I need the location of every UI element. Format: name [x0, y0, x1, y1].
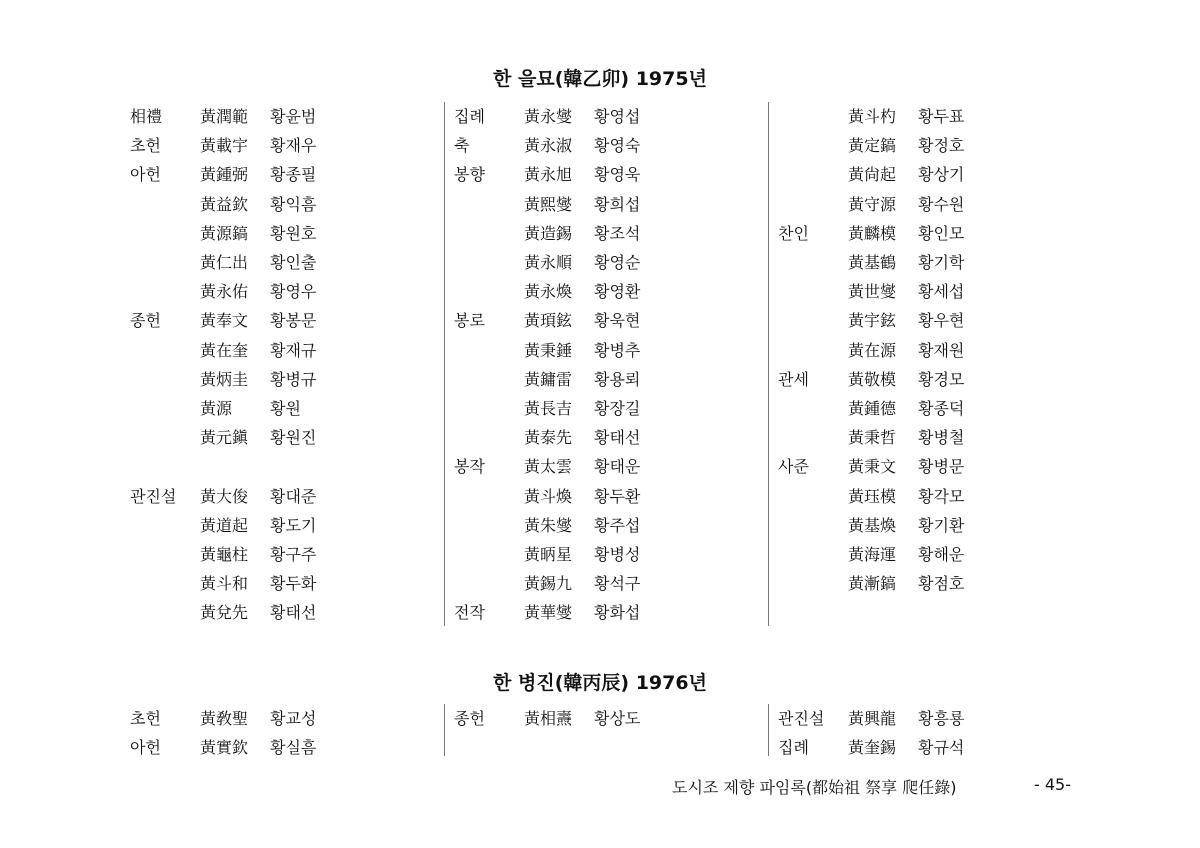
name-korean: 황경모 [918, 369, 965, 389]
name-hanja: 黃海運 [848, 545, 897, 564]
name-korean: 황세섭 [918, 282, 965, 302]
roster-row [454, 219, 754, 248]
roster-row [130, 423, 430, 452]
name-hanja: 黃斗和 [200, 574, 249, 594]
roster-row [130, 219, 430, 248]
name-korean: 황두화 [270, 574, 317, 594]
roster-row [454, 394, 754, 423]
name-korean: 황인모 [918, 223, 965, 243]
name-korean: 황욱현 [594, 311, 641, 331]
roster-row [778, 423, 1078, 452]
role-label: 봉로 [454, 311, 485, 331]
name-korean: 황정호 [918, 136, 965, 156]
name-hanja: 黃益欽 [200, 194, 249, 214]
roster-row [454, 540, 754, 569]
roster-row [130, 540, 430, 569]
name-korean: 황영환 [594, 282, 641, 302]
name-hanja: 黃尙起 [848, 165, 897, 185]
roster-row [778, 190, 1078, 219]
name-korean: 황두표 [918, 107, 965, 126]
name-korean: 황조석 [594, 223, 641, 243]
name-hanja: 黃基鶴 [848, 253, 897, 272]
name-hanja: 黃奎錫 [848, 738, 897, 758]
roster-row [778, 365, 1078, 394]
role-label: 봉향 [454, 165, 485, 185]
name-korean: 황봉문 [270, 311, 317, 331]
name-korean: 황병추 [594, 340, 641, 360]
name-korean: 황영섭 [594, 107, 641, 126]
name-hanja: 黃龜柱 [200, 545, 249, 564]
roster-row [778, 733, 1078, 762]
roster-row [454, 277, 754, 306]
roster-row [778, 102, 1078, 131]
name-hanja: 黃太雲 [524, 457, 573, 477]
name-hanja: 黃華燮 [524, 603, 573, 623]
name-hanja: 黃源 [200, 399, 233, 418]
roster-row [130, 102, 430, 131]
name-hanja: 黃實欽 [200, 738, 249, 758]
roster-row [778, 511, 1078, 540]
role-label: 종헌 [454, 709, 485, 728]
roster-row [778, 704, 1078, 733]
roster-row [130, 511, 430, 540]
name-korean: 황병규 [270, 369, 317, 389]
name-hanja: 黃基煥 [848, 515, 897, 535]
roster-row [130, 160, 430, 189]
name-hanja: 黃潤範 [200, 107, 249, 126]
role-label: 봉작 [454, 457, 485, 477]
column-divider [768, 704, 769, 756]
name-korean: 황병문 [918, 457, 965, 477]
name-hanja: 黃熙燮 [524, 194, 573, 214]
roster-row [778, 219, 1078, 248]
name-hanja: 黃永煥 [524, 282, 573, 302]
roster-row [130, 336, 430, 365]
role-label: 사준 [778, 457, 809, 477]
roster-row [778, 277, 1078, 306]
role-label: 축 [454, 136, 470, 156]
name-korean: 황태선 [594, 428, 641, 448]
name-korean: 황흥룡 [918, 709, 965, 728]
name-korean: 황해운 [918, 545, 965, 564]
roster-row [454, 482, 754, 511]
name-hanja: 黃敎聖 [200, 709, 249, 728]
name-korean: 황기학 [918, 253, 965, 272]
name-hanja: 黃興龍 [848, 709, 897, 728]
roster-row [454, 160, 754, 189]
roster-row [454, 306, 754, 335]
name-hanja: 黃仁出 [200, 253, 249, 272]
roster-row [454, 365, 754, 394]
roster-row [454, 569, 754, 598]
name-korean: 황두환 [594, 486, 641, 506]
name-hanja: 黃昞星 [524, 545, 573, 564]
roster-row [454, 248, 754, 277]
roster-row [778, 336, 1078, 365]
name-hanja: 黃永旭 [524, 165, 573, 185]
roster-row [130, 569, 430, 598]
footer-page-number: - 45- [1034, 775, 1071, 794]
roster-row [778, 131, 1078, 160]
name-hanja: 黃源鎬 [200, 223, 249, 243]
name-korean: 황익흠 [270, 194, 317, 214]
name-korean: 황규석 [918, 738, 965, 758]
role-label: 집례 [454, 107, 485, 126]
roster-row [130, 394, 430, 423]
name-hanja: 黃永淑 [524, 136, 573, 156]
roster-row [778, 306, 1078, 335]
name-korean: 황우현 [918, 311, 965, 331]
column-divider [444, 704, 445, 756]
roster-row [454, 102, 754, 131]
name-korean: 황기환 [918, 515, 965, 535]
name-hanja: 黃錫九 [524, 574, 573, 594]
roster-row [778, 248, 1078, 277]
footer-book-title: 도시조 제향 파임록(都始祖 祭享 爬任錄) [672, 778, 957, 797]
name-korean: 황영순 [594, 253, 641, 272]
roster-row [778, 160, 1078, 189]
name-hanja: 黃斗煥 [524, 486, 573, 506]
roster-row [130, 365, 430, 394]
name-hanja: 黃定鎬 [848, 136, 897, 156]
role-label: 초헌 [130, 709, 161, 728]
name-korean: 황대준 [270, 486, 317, 506]
roster-row [130, 482, 430, 511]
name-korean: 황희섭 [594, 194, 641, 214]
name-hanja: 黃秉哲 [848, 428, 897, 448]
roster-row [778, 452, 1078, 481]
roster-row [454, 598, 754, 627]
name-korean: 황점호 [918, 574, 965, 594]
name-hanja: 黃炳圭 [200, 369, 249, 389]
name-korean: 황병성 [594, 545, 641, 564]
name-korean: 황상기 [918, 165, 965, 185]
name-hanja: 黃斗杓 [848, 107, 897, 126]
roster-row [130, 704, 430, 733]
name-hanja: 黃載宇 [200, 136, 249, 156]
roster-row [454, 452, 754, 481]
name-hanja: 黃珏模 [848, 486, 897, 506]
name-hanja: 黃漸鎬 [848, 574, 897, 594]
name-korean: 황각모 [918, 486, 965, 506]
name-hanja: 黃元鎭 [200, 428, 249, 448]
name-korean: 황태선 [270, 603, 317, 623]
roster-row [778, 394, 1078, 423]
role-label: 아헌 [130, 738, 161, 758]
name-korean: 황재규 [270, 340, 317, 360]
name-korean: 황주섭 [594, 515, 641, 535]
name-korean: 황용뢰 [594, 369, 641, 389]
name-korean: 황석구 [594, 574, 641, 594]
role-label: 관진설 [130, 486, 177, 506]
roster-row [130, 306, 430, 335]
name-hanja: 黃在奎 [200, 340, 249, 360]
role-label: 관진설 [778, 709, 825, 728]
name-korean: 황원호 [270, 223, 317, 243]
name-hanja: 黃道起 [200, 515, 249, 535]
roster-row [778, 482, 1078, 511]
name-hanja: 黃長吉 [524, 399, 573, 418]
name-korean: 황교성 [270, 709, 317, 728]
name-korean: 황인출 [270, 253, 317, 272]
name-korean: 황재원 [918, 340, 965, 360]
name-hanja: 黃敬模 [848, 369, 897, 389]
name-korean: 황화섭 [594, 603, 641, 623]
roster-row [130, 131, 430, 160]
name-korean: 황윤범 [270, 107, 317, 126]
name-hanja: 黃泰先 [524, 428, 573, 448]
name-korean: 황종필 [270, 165, 317, 185]
name-hanja: 黃兌先 [200, 603, 249, 623]
roster-row [130, 277, 430, 306]
roster-row [778, 540, 1078, 569]
roster-row [454, 423, 754, 452]
role-label: 相禮 [130, 107, 163, 126]
name-korean: 황도기 [270, 515, 317, 535]
roster-row [130, 733, 430, 762]
name-korean: 황영우 [270, 282, 317, 302]
name-hanja: 黃相燾 [524, 709, 573, 728]
roster-row [130, 598, 430, 627]
name-korean: 황장길 [594, 399, 641, 418]
roster-row [454, 131, 754, 160]
roster-row [454, 336, 754, 365]
name-hanja: 黃鏞雷 [524, 369, 573, 389]
name-korean: 황재우 [270, 136, 317, 156]
roster-row [454, 190, 754, 219]
section-title-1975: 한 을묘(韓乙卯) 1975년 [493, 68, 707, 90]
name-hanja: 黃麟模 [848, 223, 897, 243]
name-hanja: 黃世燮 [848, 282, 897, 302]
name-hanja: 黃造錫 [524, 223, 573, 243]
role-label: 집례 [778, 738, 809, 758]
roster-row [130, 190, 430, 219]
name-korean: 황수원 [918, 194, 965, 214]
role-label: 종헌 [130, 311, 161, 331]
name-korean: 황상도 [594, 709, 641, 728]
name-hanja: 黃朱燮 [524, 515, 573, 535]
roster-row [778, 569, 1078, 598]
role-label: 찬인 [778, 223, 809, 243]
name-hanja: 黃秉文 [848, 457, 897, 477]
name-korean: 황구주 [270, 545, 317, 564]
section-title-1976: 한 병진(韓丙辰) 1976년 [493, 672, 707, 694]
role-label: 관세 [778, 369, 809, 389]
name-korean: 황병철 [918, 428, 965, 448]
name-korean: 황영숙 [594, 136, 641, 156]
roster-row [454, 704, 754, 733]
name-hanja: 黃鍾德 [848, 399, 897, 418]
name-hanja: 黃守源 [848, 194, 897, 214]
name-hanja: 黃在源 [848, 340, 897, 360]
role-label: 전작 [454, 603, 485, 623]
name-hanja: 黃永佑 [200, 282, 249, 302]
roster-row [454, 511, 754, 540]
roster-row [130, 248, 430, 277]
name-hanja: 黃頊鉉 [524, 311, 573, 331]
name-hanja: 黃宇鉉 [848, 311, 897, 331]
name-hanja: 黃奉文 [200, 311, 249, 331]
column-divider [768, 102, 769, 626]
name-hanja: 黃永順 [524, 253, 573, 272]
name-korean: 황영욱 [594, 165, 641, 185]
name-korean: 황종덕 [918, 399, 965, 418]
role-label: 초헌 [130, 136, 161, 156]
name-hanja: 黃鍾弼 [200, 165, 249, 185]
name-korean: 황원진 [270, 428, 317, 448]
name-hanja: 黃大俊 [200, 486, 249, 506]
name-korean: 황원 [270, 399, 301, 418]
name-korean: 황실흠 [270, 738, 317, 758]
name-korean: 황태운 [594, 457, 641, 477]
name-hanja: 黃永燮 [524, 107, 573, 126]
column-divider [444, 102, 445, 626]
role-label: 아헌 [130, 165, 161, 185]
name-hanja: 黃秉錘 [524, 340, 573, 360]
